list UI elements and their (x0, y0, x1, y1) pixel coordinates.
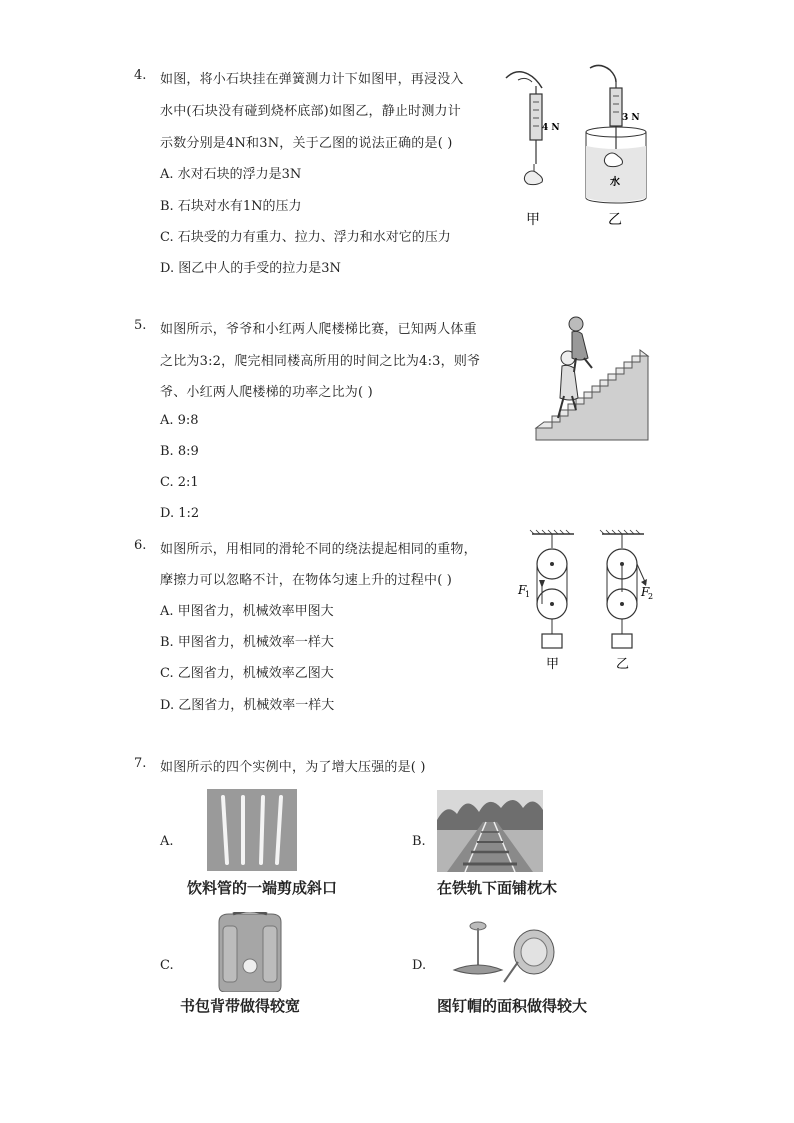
option-b[interactable]: B. 甲图省力，机械效率一样大 (160, 635, 334, 650)
figure-label-left: 甲 (546, 657, 560, 672)
option-c-caption: 书包背带做得较宽 (180, 997, 301, 1015)
option-a[interactable]: A. 9:8 (160, 413, 199, 428)
option-d-letter[interactable]: D. (412, 958, 427, 973)
pulley-figure (512, 528, 662, 673)
question-text-line: 如图所示的四个实例中，为了增大压强的是( ) (160, 760, 426, 775)
question-number: 4. (134, 68, 147, 83)
option-d[interactable]: D. 乙图省力，机械效率一样大 (160, 698, 335, 713)
option-b[interactable]: B. 石块对水有1N的压力 (160, 199, 302, 214)
option-b-letter[interactable]: B. (412, 834, 426, 849)
figure-label-right: 乙 (608, 212, 622, 228)
option-d-caption: 图钉帽的面积做得较大 (437, 997, 588, 1015)
question-text-line: 如图，将小石块挂在弹簧测力计下如图甲，再浸没入 (160, 72, 464, 87)
question-text-line: 之比为3:2，爬完相同楼高所用的时间之比为4:3，则爷 (160, 354, 481, 369)
option-c[interactable]: C. 乙图省力，机械效率乙图大 (160, 666, 334, 681)
question-number: 7. (134, 756, 147, 771)
option-a[interactable]: A. 甲图省力，机械效率甲图大 (160, 604, 334, 619)
straws-image (207, 789, 297, 871)
question-number: 5. (134, 318, 147, 333)
force-f1-subscript: 1 (525, 590, 531, 599)
figure-label-right: 乙 (616, 657, 630, 672)
option-d[interactable]: D. 1:2 (160, 506, 200, 521)
reading-label-left: 4 N (542, 123, 560, 133)
option-a-letter[interactable]: A. (160, 834, 174, 849)
question-text-line: 示数分别是4N和3N，关于乙图的说法正确的是( ) (160, 136, 453, 151)
backpack-image (205, 912, 295, 992)
question-number: 6. (134, 538, 147, 553)
thumbtack-image (442, 914, 558, 990)
force-f2-label: F (641, 585, 650, 599)
option-a[interactable]: A. 水对石块的浮力是3N (160, 167, 302, 182)
stairs-figure (516, 310, 652, 446)
reading-label-right: 3 N (622, 113, 640, 123)
option-c[interactable]: C. 石块受的力有重力、拉力、浮力和水对它的压力 (160, 230, 451, 245)
option-b-caption: 在铁轨下面铺枕木 (437, 879, 558, 897)
option-c[interactable]: C. 2:1 (160, 475, 199, 490)
option-a-caption: 饮料管的一端剪成斜口 (187, 879, 338, 897)
force-f2-subscript: 2 (648, 592, 654, 601)
question-text-line: 水中(石块没有碰到烧杯底部)如图乙，静止时测力计 (160, 104, 461, 119)
force-f1-label: F (518, 583, 527, 597)
question-text-line: 爷、小红两人爬楼梯的功率之比为( ) (160, 385, 373, 400)
question-text-line: 如图所示，爷爷和小红两人爬楼梯比赛，已知两人体重 (160, 322, 477, 337)
question-text-line: 如图所示，用相同的滑轮不同的绕法提起相同的重物， (160, 542, 477, 557)
question-text-line: 摩擦力可以忽略不计，在物体匀速上升的过程中( ) (160, 573, 453, 588)
figure-label-left: 甲 (526, 212, 540, 228)
option-d[interactable]: D. 图乙中人的手受的拉力是3N (160, 261, 341, 276)
railway-image (437, 790, 543, 872)
option-c-letter[interactable]: C. (160, 958, 174, 973)
spring-scale-figure (498, 60, 658, 230)
option-b[interactable]: B. 8:9 (160, 444, 199, 459)
water-label: 水 (610, 177, 620, 188)
